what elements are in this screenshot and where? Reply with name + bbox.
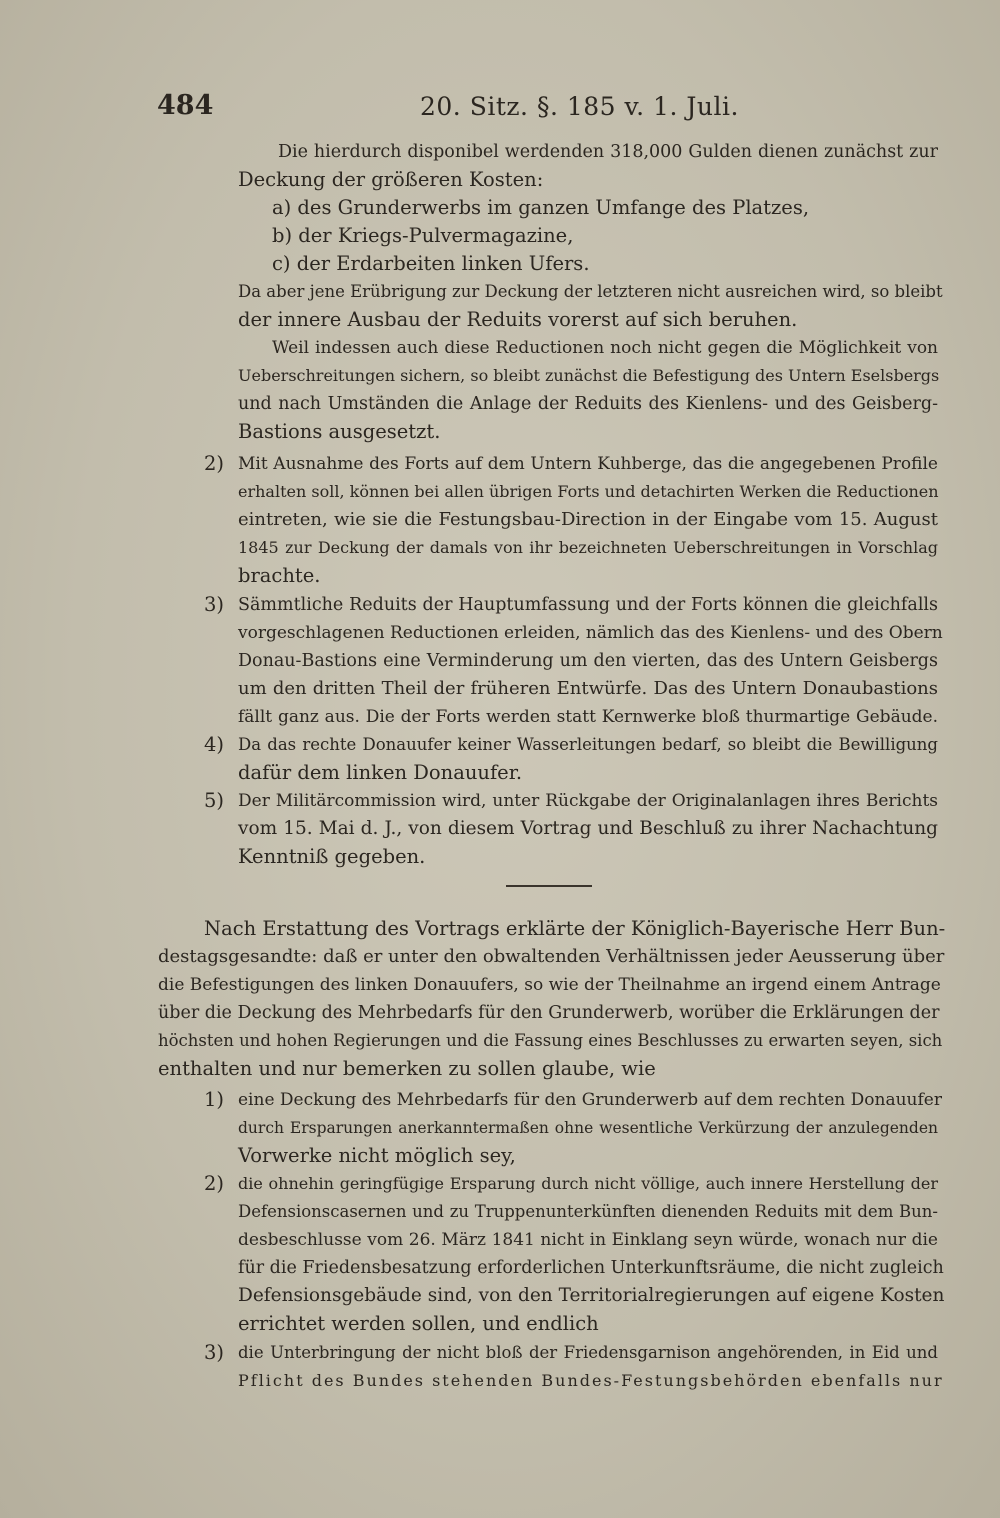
text-line: vom 15. Mai d. J., von diesem Vortrag und Beschluß zu ihrer Nachachtung <box>238 818 938 839</box>
text-line: Bastions ausgesetzt. <box>238 420 441 443</box>
text-line: b) der Kriegs-Pulvermagazine, <box>272 224 574 247</box>
text-line: die ohnehin geringfügige Ersparung durch nicht völlige, auch innere Herstellung der <box>238 1174 938 1193</box>
text-line: die Unterbringung der nicht bloß der Friedensgarnison angehörenden, in Eid und <box>238 1343 938 1362</box>
text-line: für die Friedensbesatzung erforderlichen Unterkunftsräume, die nicht zugleich <box>238 1258 944 1278</box>
text-line: die Befestigungen des linken Donauufers, so wie der Theilnahme an irgend einem Antrage <box>158 975 941 995</box>
text-line: dafür dem linken Donauufer. <box>238 761 523 784</box>
text-line: um den dritten Theil der früheren Entwürfe. Das des Untern Donaubastions <box>238 678 938 699</box>
item-number: 1) <box>204 1088 225 1111</box>
text-line: erhalten soll, können bei allen übrigen Forts und detachirten Werken die Reductionen <box>238 482 939 501</box>
text-line: Da das rechte Donauufer keiner Wasserleitungen bedarf, so bleibt die Bewilligung <box>238 735 938 754</box>
text-line: durch Ersparungen anerkanntermaßen ohne wesentliche Verkürzung der anzulegenden <box>238 1119 938 1137</box>
text-line: Vorwerke nicht möglich sey, <box>238 1144 516 1167</box>
text-line: Der Militärcommission wird, unter Rückgabe der Originalanlagen ihres Berichts <box>238 791 938 811</box>
text-line: desbeschlusse vom 26. März 1841 nicht in Einklang seyn würde, wonach nur die <box>238 1230 938 1250</box>
item-number: 3) <box>204 593 225 616</box>
page-header <box>0 90 1000 126</box>
text-line: Defensionsgebäude sind, von den Territorialregierungen auf eigene Kosten <box>238 1285 945 1306</box>
text-line: c) der Erdarbeiten linken Ufers. <box>272 252 590 275</box>
text-line: destagsgesandte: daß er unter den obwaltenden Verhältnissen jeder Aeusserung über <box>158 946 945 967</box>
text-line: Kenntniß gegeben. <box>238 845 426 868</box>
item-number: 4) <box>204 733 225 756</box>
text-line: eine Deckung des Mehrbedarfs für den Grunderwerb auf dem rechten Donauufer <box>238 1090 942 1110</box>
item-number: 2) <box>204 1172 225 1195</box>
text-line: 1845 zur Deckung der damals von ihr bezeichneten Ueberschreitungen in Vorschlag <box>238 538 938 557</box>
text-line: Defensionscasernen und zu Truppenunterkünften dienenden Reduits mit dem Bun- <box>238 1202 938 1221</box>
text-line: Deckung der größeren Kosten: <box>238 168 544 191</box>
item-number: 2) <box>204 452 225 475</box>
text-line: brachte. <box>238 564 321 587</box>
text-line: und nach Umständen die Anlage der Reduits des Kienlens- und des Geisberg- <box>238 394 938 414</box>
text-line: eintreten, wie sie die Festungsbau-Direction in der Eingabe vom 15. August <box>238 509 938 530</box>
text-line: enthalten und nur bemerken zu sollen glaube, wie <box>158 1057 656 1080</box>
text-line: errichtet werden sollen, und endlich <box>238 1312 599 1335</box>
text-line: Ueberschreitungen sichern, so bleibt zunächst die Befestigung des Untern Eselsbergs <box>238 366 940 385</box>
text-line: der innere Ausbau der Reduits vorerst auf sich beruhen. <box>238 308 798 331</box>
text-line: Die hierdurch disponibel werdenden 318,000 Gulden dienen zunächst zur <box>278 142 938 162</box>
text-line: Mit Ausnahme des Forts auf dem Untern Kuhberge, das die angegebenen Profile <box>238 454 938 474</box>
text-line: über die Deckung des Mehrbedarfs für den Grunderwerb, worüber die Erklärungen der <box>158 1003 940 1023</box>
text-line: Weil indessen auch diese Reductionen noch nicht gegen die Möglichkeit von <box>272 338 938 358</box>
item-number: 3) <box>204 1341 225 1364</box>
text-line: höchsten und hohen Regierungen und die Fassung eines Beschlusses zu erwarten seyen, sich <box>158 1031 943 1050</box>
text-line: Sämmtliche Reduits der Hauptumfassung und der Forts können die gleichfalls <box>238 595 938 615</box>
text-line: fällt ganz aus. Die der Forts werden statt Kernwerke bloß thurmartige Gebäude. <box>238 707 938 727</box>
text-line: Pflicht des Bundes stehenden Bundes-Festungsbehörden ebenfalls nur <box>238 1371 944 1390</box>
text-line: Nach Erstattung des Vortrags erklärte der Königlich-Bayerische Herr Bun- <box>204 917 946 940</box>
section-divider <box>506 885 592 887</box>
item-number: 5) <box>204 789 225 812</box>
page-number: 484 <box>157 90 214 121</box>
text-line: a) des Grunderwerbs im ganzen Umfange des Platzes, <box>272 196 810 219</box>
text-line: Da aber jene Erübrigung zur Deckung der letzteren nicht ausreichen wird, so bleibt <box>238 282 943 301</box>
text-line: Donau-Bastions eine Verminderung um den vierten, das des Untern Geisbergs <box>238 651 938 671</box>
running-title: 20. Sitz. §. 185 v. 1. Juli. <box>420 92 739 121</box>
text-line: vorgeschlagenen Reductionen erleiden, nämlich das des Kienlens- und des Obern <box>238 623 943 643</box>
